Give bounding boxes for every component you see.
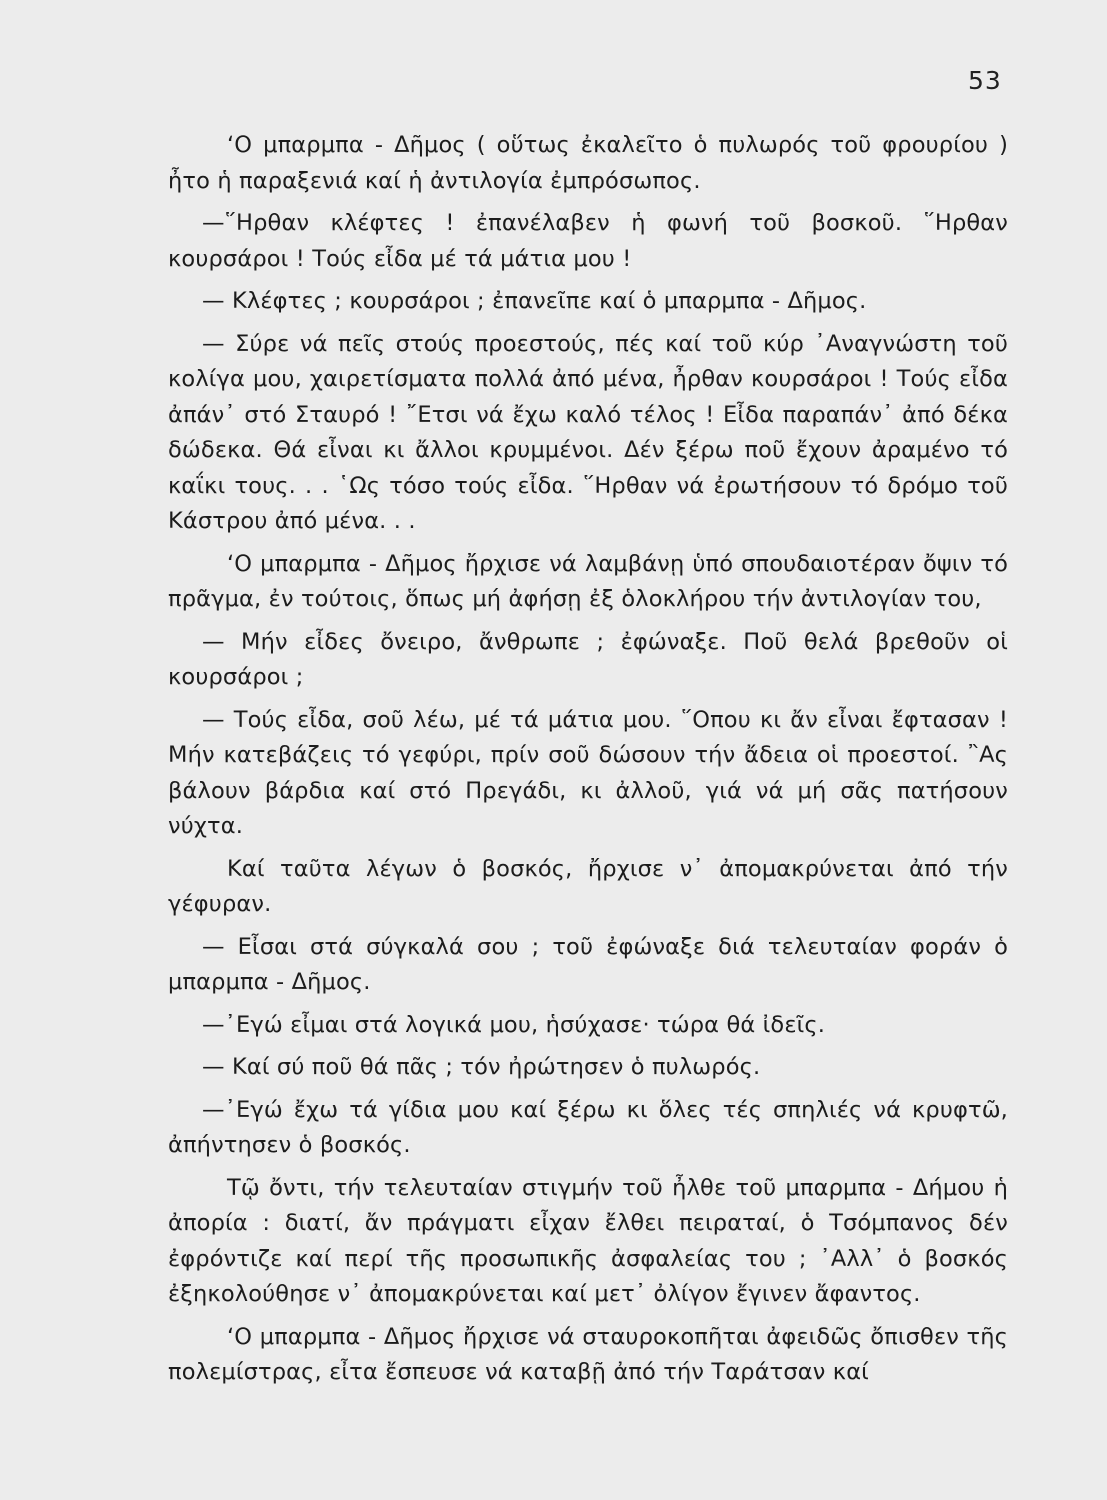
dialogue-line: — Μήν εἶδες ὄνειρο, ἄνθρωπε ; ἐφώναξε. Ποῦ θελά βρεθοῦν οἱ κουρσάροι ; [168,628,1008,690]
dialogue-line: — Κλέφτες ; κουρσάροι ; ἐπανεῖπε καί ὁ μπαρμπα - Δῆμος. [202,288,867,314]
paragraph: Καί ταῦτα λέγων ὁ βοσκός, ἤρχισε ν᾿ ἀπομακρύνεται ἀπό τήν γέφυραν. [168,855,1008,917]
paragraph: ʻΟ μπαρμπα - Δῆμος ( οὕτως ἐκαλεῖτο ὁ πυλωρός τοῦ φρουρίου ) ἦτο ἡ παραξενιά καί ἡ ἀντιλογία ἐμπρόσωπος. [168,132,1008,194]
dialogue-line: — Εἶσαι στά σύγκαλά σου ; τοῦ ἐφώναξε διά τελευταίαν φοράν ὁ μπαρμπα - Δῆμος. [168,933,1008,995]
dialogue-line: —᾿Εγώ ἔχω τά γίδια μου καί ξέρω κι ὅλες τές σπηλιές νά κρυφτῶ, ἀπήντησεν ὁ βοσκός. [168,1096,1008,1158]
paragraph: ʻΟ μπαρμπα - Δῆμος ἤρχισε νά σταυροκοπῆται ἀφειδῶς ὄπισθεν τῆς πολεμίστρας, εἶτα ἔσπευσε νά καταβῇ ἀπό τήν Ταράτσαν καί [168,1323,1008,1385]
paragraph: ʻΟ μπαρμπα - Δῆμος ἤρχισε νά λαμβάνῃ ὑπό σπουδαιοτέραν ὄψιν τό πρᾶγμα, ἐν τούτοις, ὅπως μή ἀφήσῃ ἐξ ὁλοκλήρου τήν ἀντιλογίαν του, [168,550,1008,612]
dialogue-line: —῞Ηρθαν κλέφτες ! ἐπανέλαβεν ἡ φωνή τοῦ βοσκοῦ. ῞Ηρθαν κουρσάροι ! Τούς εἶδα μέ τά μάτια μου ! [168,210,1008,272]
dialogue-line: — Καί σύ ποῦ θά πᾶς ; τόν ἠρώτησεν ὁ πυλωρός. [202,1054,761,1080]
dialogue-line: — Σύρε νά πεῖς στούς προεστούς, πές καί τοῦ κύρ ᾿Αναγνώστη τοῦ κολίγα μου, χαιρετίσματα πολλά ἀπό μένα, ἦρθαν κουρσάροι ! Τούς εἶδα ἀπάν᾿ στό Σταυρό ! ῎Ετσι νά ἔχω καλό τέλος ! Εἶδα παραπάν᾿ ἀπό δέκα δώδεκα. Θά εἶναι κι ἄλλοι κρυμμένοι. Δέν ξέρω ποῦ ἔχουν ἀραμένο τό καΐκι τους. . . ῾Ως τόσο τούς εἶδα. ῞Ηρθαν νά ἐρωτήσουν τό δρόμο τοῦ Κάστρου ἀπό μένα. . . [168,330,1008,534]
page-number: 53 [968,66,1002,95]
paragraph: Τῷ ὄντι, τήν τελευταίαν στιγμήν τοῦ ἦλθε τοῦ μπαρμπα - Δήμου ἡ ἀπορία : διατί, ἄν πράγματι εἶχαν ἔλθει πειραταί, ὁ Τσόμπανος δέν ἐφρόντιζε καί περί τῆς προσωπικῆς ἀσφαλείας του ; ᾿Αλλ᾿ ὁ βοσκός ἐξηκολούθησε ν᾿ ἀπομακρύνεται καί μετ᾿ ὀλίγον ἔγινεν ἄφαντος. [168,1174,1008,1307]
body-text [168,128,1008,1398]
dialogue-line: — Τούς εἶδα, σοῦ λέω, μέ τά μάτια μου. ῞Οπου κι ἄν εἶναι ἔφτασαν ! Μήν κατεβάζεις τό γεφύρι, πρίν σοῦ δώσουν τήν ἄδεια οἱ προεστοί. ῍Ας βάλουν βάρδια καί στό Πρεγάδι, κι ἀλλοῦ, γιά νά μή σᾶς πατήσουν νύχτα. [168,706,1008,839]
dialogue-line: —᾿Εγώ εἶμαι στά λογικά μου, ἡσύχασε· τώρα θά ἰδεῖς. [202,1011,826,1038]
